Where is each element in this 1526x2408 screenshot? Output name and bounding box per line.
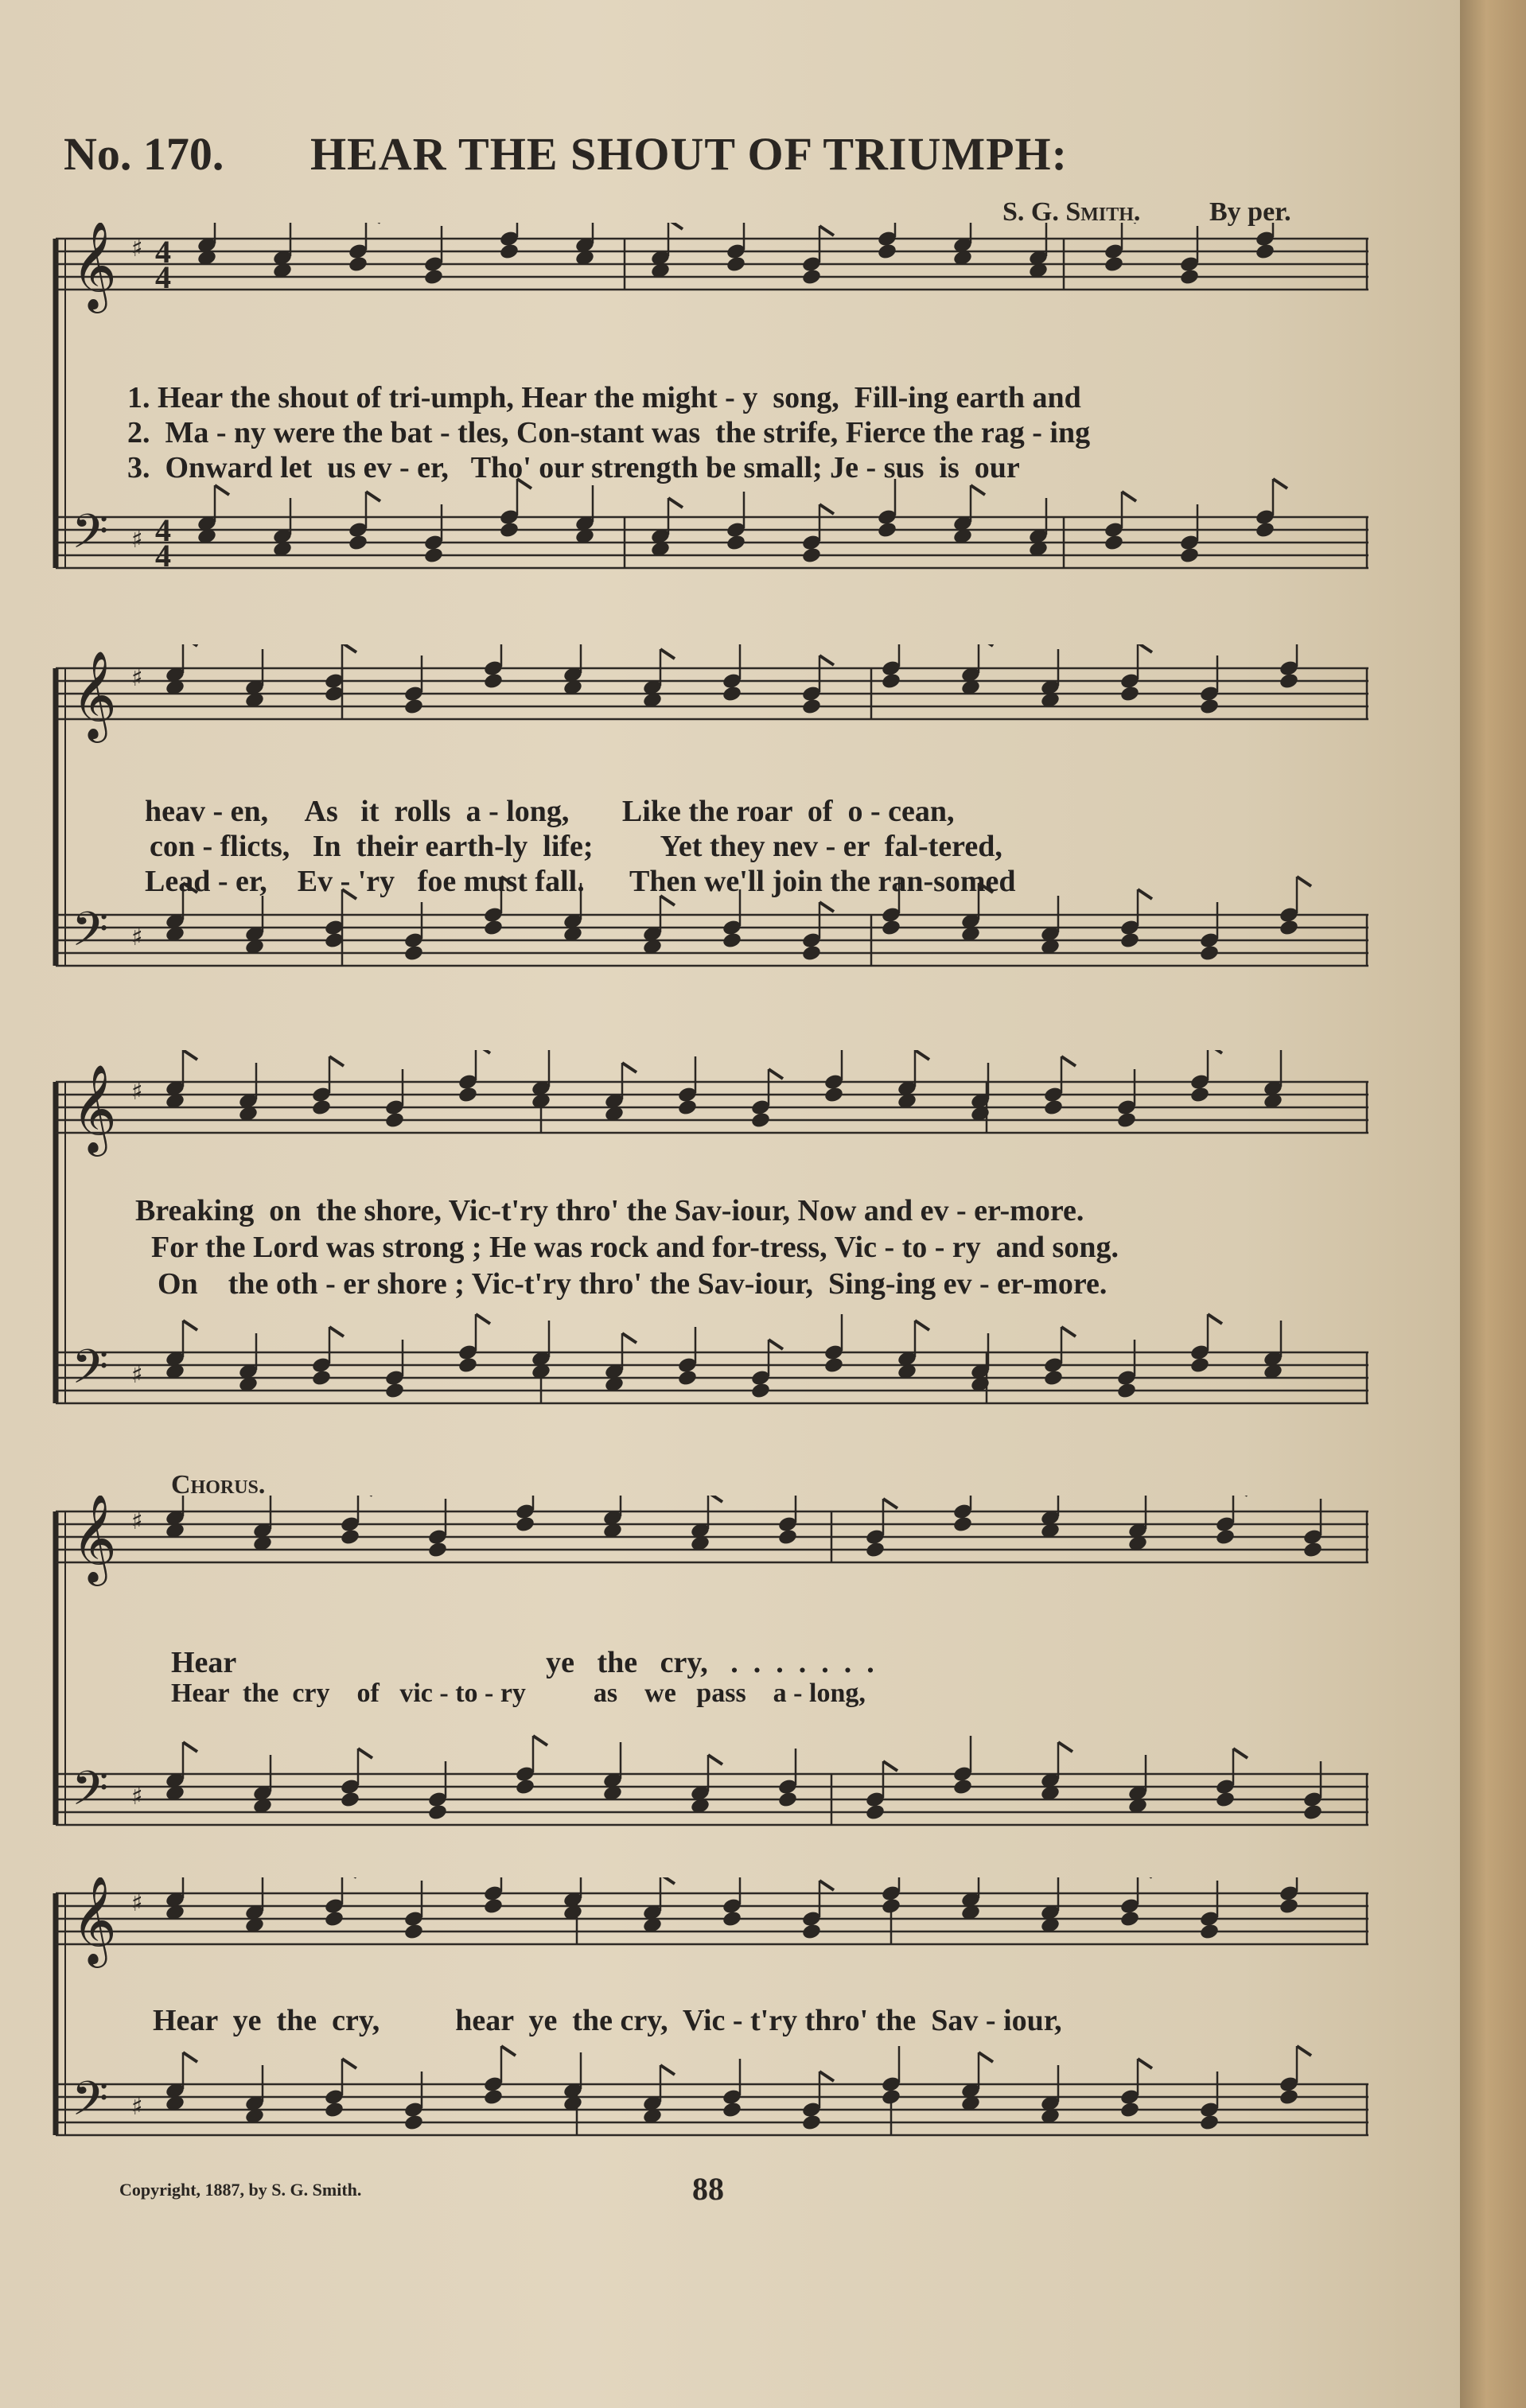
treble-staff bbox=[56, 1082, 1368, 1133]
sharp-icon: ♯ bbox=[131, 664, 143, 692]
page-number: 88 bbox=[692, 2171, 724, 2207]
treble-notes bbox=[165, 644, 1311, 715]
bass-clef-icon: 𝄢 bbox=[72, 1339, 109, 1406]
treble-clef-icon: 𝄞 bbox=[72, 1496, 117, 1582]
permission-note: By per. bbox=[1209, 197, 1291, 227]
bass-clef-icon: 𝄢 bbox=[72, 901, 109, 968]
lyric-line-3-verse-2: For the Lord was strong ; He was rock and for-tress, Vic - to - ry and song. bbox=[151, 1231, 1119, 1264]
treble-staff bbox=[56, 239, 1368, 290]
bass-clef-icon: 𝄢 bbox=[72, 2071, 109, 2138]
time-signature: 4 bbox=[155, 538, 171, 574]
bass-clef-icon: 𝄢 bbox=[72, 1760, 109, 1827]
book-spine bbox=[1460, 0, 1526, 2408]
treble-notes bbox=[165, 1050, 1283, 1129]
hymn-number: No. 170. bbox=[64, 128, 224, 180]
sharp-icon: ♯ bbox=[131, 1078, 143, 1106]
treble-clef-icon: 𝄞 bbox=[72, 650, 117, 739]
lyric-line-2-verse-1: heav - en, As it rolls a - long, Like the roar of o - cean, bbox=[145, 795, 955, 828]
bass-clef-icon: 𝄢 bbox=[72, 504, 109, 570]
bass-notes bbox=[165, 1736, 1323, 1821]
bass-staff bbox=[56, 1352, 1368, 1403]
time-signature: 4 bbox=[155, 234, 171, 270]
bass-staff bbox=[56, 517, 1368, 568]
treble-clef-icon: 𝄞 bbox=[72, 1064, 117, 1153]
bass-notes bbox=[165, 1314, 1283, 1399]
sharp-icon: ♯ bbox=[131, 2093, 143, 2121]
sharp-icon: ♯ bbox=[131, 1507, 143, 1535]
sharp-icon: ♯ bbox=[131, 1889, 143, 1917]
music-system-5 bbox=[48, 1877, 1368, 2212]
lyric-line-1-verse-1: 1. Hear the shout of tri-umph, Hear the might - y song, Fill-ing earth and bbox=[127, 381, 1081, 414]
author-credit: S. G. Smith. bbox=[1002, 197, 1141, 227]
lyric-line-5: Hear ye the cry, hear ye the cry, Vic - t'ry thro' the Sav - iour, bbox=[153, 2004, 1062, 2037]
lyric-line-1-verse-2: 2. Ma - ny were the bat - tles, Con-stant was the strife, Fierce the rag - ing bbox=[127, 416, 1091, 449]
copyright-notice: Copyright, 1887, by S. G. Smith. bbox=[119, 2180, 362, 2200]
lyric-chorus-2: Hear the cry of vic - to - ry as we pass a - long, bbox=[171, 1679, 866, 1708]
sharp-icon: ♯ bbox=[131, 1783, 143, 1811]
hymn-title: HEAR THE SHOUT OF TRIUMPH: bbox=[310, 128, 1068, 180]
sharp-icon: ♯ bbox=[131, 1361, 143, 1389]
lyric-line-3-verse-3: On the oth - er shore ; Vic-t'ry thro' the Sav-iour, Sing-ing ev - er-more. bbox=[158, 1267, 1108, 1301]
bass-notes bbox=[165, 2046, 1311, 2131]
bass-notes bbox=[197, 479, 1287, 564]
time-signature: 4 bbox=[155, 512, 171, 548]
treble-clef-icon: 𝄞 bbox=[72, 223, 117, 309]
chorus-label: Chorus. bbox=[171, 1470, 266, 1500]
sharp-icon: ♯ bbox=[131, 235, 143, 263]
time-signature: 4 bbox=[155, 259, 171, 295]
sharp-icon: ♯ bbox=[131, 924, 143, 951]
treble-clef-icon: 𝄞 bbox=[72, 1877, 117, 1964]
lyric-line-3-verse-1: Breaking on the shore, Vic-t'ry thro' the Sav-iour, Now and ev - er-more. bbox=[135, 1194, 1084, 1227]
lyric-line-2-verse-3: Lead - er, Ev - 'ry foe must fall. Then we'll join the ran-somed bbox=[145, 865, 1016, 898]
bass-staff bbox=[56, 1774, 1368, 1825]
title-line bbox=[64, 127, 1416, 191]
lyric-line-1-verse-3: 3. Onward let us ev - er, Tho' our strength be small; Je - sus is our bbox=[127, 451, 1020, 484]
lyric-line-2-verse-2: con - flicts, In their earth-ly life; Yet they nev - er fal-tered, bbox=[150, 830, 1002, 863]
sharp-icon: ♯ bbox=[131, 526, 143, 554]
treble-staff bbox=[56, 1511, 1368, 1562]
lyric-chorus-1: Hear ye the cry, . . . . . . . bbox=[171, 1646, 874, 1679]
